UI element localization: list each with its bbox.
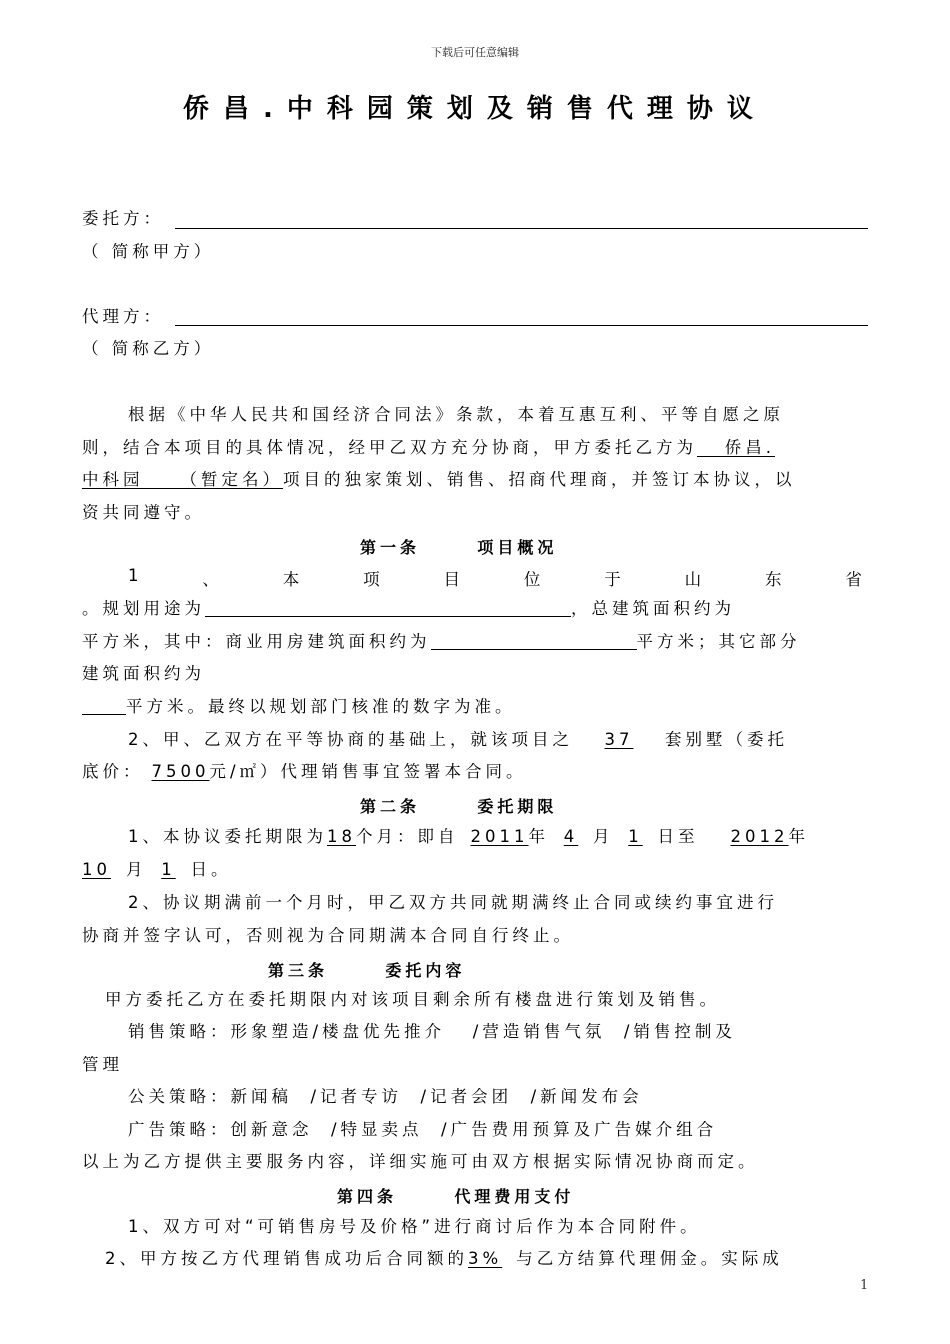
s3-line-1: 甲方委托乙方在委托期限内对该项目剩余所有楼盘进行策划及销售。 [105, 990, 720, 1009]
page-number: 1 [860, 1278, 869, 1293]
project-name-tentative: 中科园 （暂定名） [82, 470, 283, 489]
s4-line-1: 1、双方可对“可销售房号及价格”进行商讨后作为本合同附件。 [128, 1217, 701, 1236]
s2-line-3: 2、协议期满前一个月时，甲乙双方共同就期满终止合同或续约事宜进行 [128, 893, 778, 912]
header-note: 下载后可任意编辑 [431, 46, 519, 59]
intro-line-1: 根据《中华人民共和国经济合同法》条款，本着互惠互利、平等自愿之原 [128, 405, 784, 424]
s2-line-4: 协商并签字认可，否则视为合同期满本合同自行终止。 [82, 926, 574, 945]
s1-line-2: 。规划用途为 ，总建筑面积约为 [82, 599, 735, 618]
s3-ad-strategy: 广告策略：创新意念 /特显卖点 /广告费用预算及广告媒介组合 [128, 1120, 718, 1139]
intro-line-2: 则，结合本项目的具体情况，经甲乙双方充分协商，甲方委托乙方为 侨昌. [82, 438, 775, 457]
s1-line-4: 建筑面积约为 [82, 664, 205, 683]
project-name-underlined: 侨昌. [697, 438, 775, 457]
s1-line-7: 底价： 7500元/㎡）代理销售事宜签署本合同。 [82, 762, 527, 781]
section-4-heading: 第四条 代理费用支付 [337, 1187, 575, 1206]
s2-line-1: 1、本协议委托期限为18个月：即自 2011年 4 月 1 日至 2012年 [128, 827, 809, 846]
party-b-abbr: （ 简称乙方） [82, 339, 215, 358]
s2-line-2: 10 月 1 日。 [82, 860, 232, 879]
s3-sales-strategy: 销售策略：形象塑造/楼盘优先推介 /营造销售气氛 /销售控制及 [128, 1022, 736, 1041]
page-title: 侨昌.中科园策划及销售代理协议 [183, 94, 767, 124]
party-b-blank-line [175, 325, 868, 326]
s3-line-6: 以上为乙方提供主要服务内容，详细实施可由双方根据实际情况协商而定。 [82, 1152, 759, 1171]
section-2-heading: 第二条 委托期限 [360, 797, 558, 816]
party-a-abbr: （ 简称甲方） [82, 242, 215, 261]
s1-line-3: 平方米，其中：商业用房建筑面积约为 平方米；其它部分 [82, 632, 801, 651]
party-a-blank-line [175, 228, 868, 229]
s3-pr-strategy: 公关策略：新闻稿 /记者专访 /记者会团 /新闻发布会 [128, 1087, 643, 1106]
intro-line-3: 中科园 （暂定名）项目的独家策划、销售、招商代理商，并签订本协议，以 [82, 470, 796, 489]
s4-line-2: 2、甲方按乙方代理销售成功后合同额的3% 与乙方结算代理佣金。实际成 [105, 1249, 783, 1268]
party-b-label: 代理方： [82, 307, 164, 326]
s1-line-5: 平方米。最终以规划部门核准的数字为准。 [82, 696, 516, 718]
s1-line-6: 2、甲、乙双方在平等协商的基础上，就该项目之 37 套别墅（委托 [128, 730, 788, 749]
section-3-heading: 第三条 委托内容 [268, 961, 466, 980]
party-a-label: 委托方： [82, 209, 164, 228]
intro-line-4: 资共同遵守。 [82, 503, 205, 522]
s3-line-3: 管理 [82, 1055, 123, 1074]
s1-line-1: 1 、 本 项 目 位 于 山 东 省 [128, 566, 862, 589]
section-1-heading: 第一条 项目概况 [360, 538, 558, 557]
